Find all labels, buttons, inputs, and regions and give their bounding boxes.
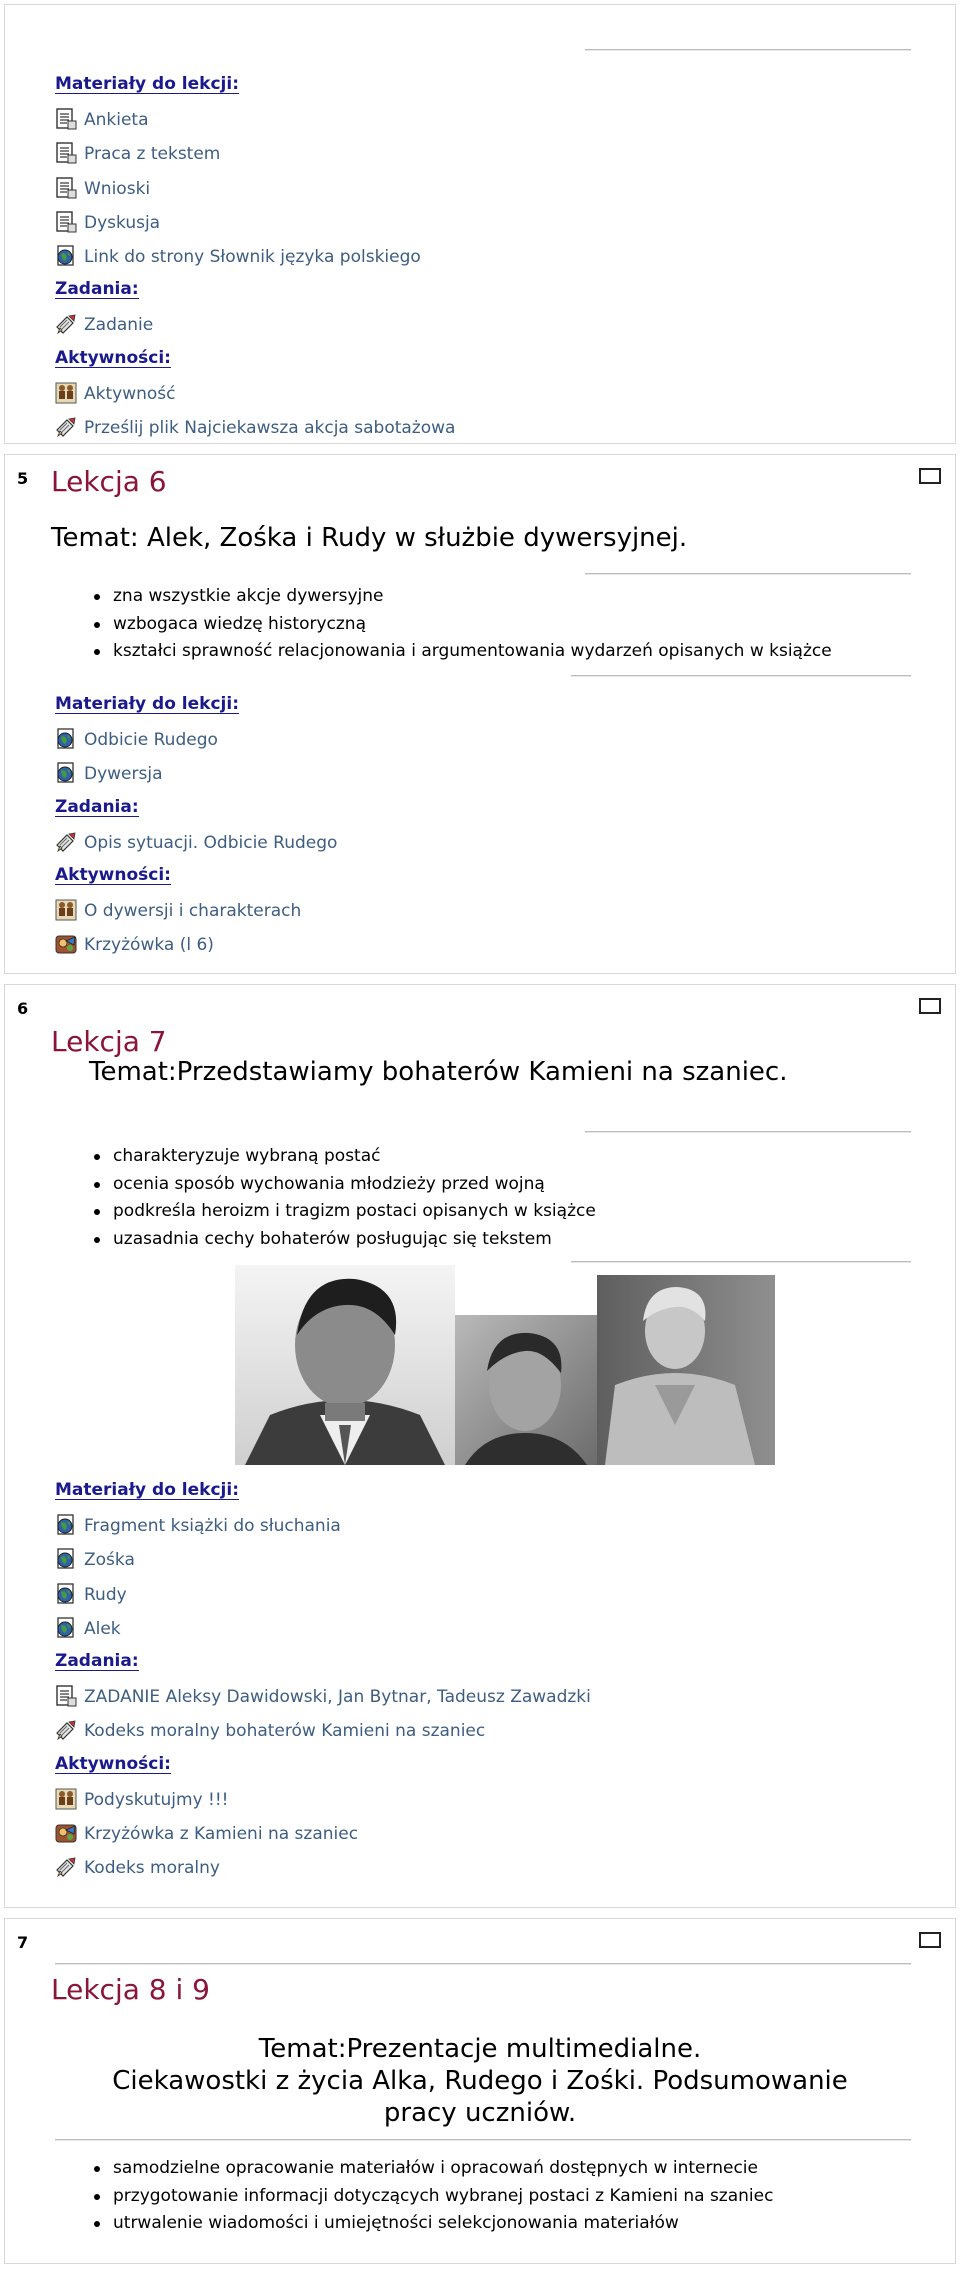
divider: [55, 2139, 911, 2141]
resource-link-label[interactable]: Odbicie Rudego: [84, 730, 218, 751]
group-header-label: Aktywności:: [55, 347, 171, 368]
divider: [585, 1131, 911, 1133]
globe-link-icon: [55, 1514, 77, 1536]
resource-link[interactable]: [55, 1781, 935, 1815]
crossword-icon: [55, 933, 77, 955]
resource-link-label[interactable]: Ankieta: [84, 110, 149, 131]
lesson-goals: [111, 583, 832, 666]
globe-link-icon: [55, 245, 77, 267]
group-header-label: Zadania:: [55, 796, 139, 817]
resource-link-label[interactable]: Krzyżówka (l 6): [84, 935, 214, 956]
section-7: [4, 1918, 956, 2264]
lesson-topic: Temat: Alek, Zośka i Rudy w służbie dywersyjnej.: [51, 523, 688, 553]
group-header-label: Zadania:: [55, 1650, 139, 1671]
section-6-resources: [55, 1473, 935, 1883]
lesson-title: Lekcja 6: [51, 465, 167, 498]
crossword-icon: [55, 1822, 77, 1844]
resource-link[interactable]: [55, 1610, 935, 1644]
goal-item: zna wszystkie akcje dywersyjne: [111, 583, 832, 611]
resource-link-label[interactable]: Podyskutujmy !!!: [84, 1789, 229, 1810]
people-icon: [55, 899, 77, 921]
lesson-goals: [111, 1143, 596, 1253]
resource-link-label[interactable]: Dywersja: [84, 764, 163, 785]
goal-item: wzbogaca wiedzę historyczną: [111, 611, 832, 639]
globe-link-icon: [55, 1617, 77, 1639]
people-icon: [55, 382, 77, 404]
group-header-label: Materiały do lekcji:: [55, 74, 239, 94]
document-icon: [55, 211, 77, 233]
section-number: 7: [17, 1933, 29, 1952]
goal-item: podkreśla heroizm i tragizm postaci opisanych w książce: [111, 1198, 596, 1226]
resource-link-label[interactable]: Zośka: [84, 1550, 135, 1571]
resource-group-header: [55, 272, 935, 306]
divider: [585, 49, 911, 51]
resource-group-header: [55, 1747, 935, 1781]
resource-link[interactable]: [55, 170, 935, 204]
divider: [571, 675, 911, 677]
highlight-checkbox[interactable]: [919, 1932, 941, 1948]
resource-group-header: [55, 1473, 935, 1507]
lesson-title: Lekcja 8 i 9: [51, 1973, 210, 2006]
photo-zoska: [597, 1275, 775, 1465]
group-header-label: Materiały do lekcji:: [55, 694, 239, 714]
assignment-icon: [55, 416, 77, 438]
resource-link[interactable]: [55, 926, 935, 960]
resource-link[interactable]: [55, 375, 935, 409]
resource-link[interactable]: [55, 1678, 935, 1712]
lesson-topic-line-3: pracy uczniów.: [383, 2098, 577, 2128]
document-icon: [55, 108, 77, 130]
section-5: [4, 454, 956, 974]
resource-group-header: [55, 1644, 935, 1678]
lesson-title: Lekcja 7: [51, 1025, 167, 1058]
resource-group-header: [55, 858, 935, 892]
resource-link-label[interactable]: O dywersji i charakterach: [84, 901, 302, 922]
resource-link-label[interactable]: Dyskusja: [84, 212, 161, 233]
assignment-icon: [55, 313, 77, 335]
lesson-topic-line-1: Temat:Prezentacje multimedialne.: [258, 2034, 702, 2064]
assignment-icon: [55, 1856, 77, 1878]
goal-item: charakteryzuje wybraną postać: [111, 1143, 596, 1171]
section-previous: [4, 4, 956, 444]
globe-link-icon: [55, 728, 77, 750]
people-icon: [55, 1788, 77, 1810]
resource-group-header: [55, 67, 935, 101]
resource-link-label[interactable]: Rudy: [84, 1584, 127, 1605]
resource-link-label[interactable]: Alek: [84, 1618, 121, 1639]
goal-item: utrwalenie wiadomości i umiejętności selekcjonowania materiałów: [111, 2210, 773, 2238]
section-5-resources: [55, 687, 935, 961]
resource-link-label[interactable]: Aktywność: [84, 383, 176, 404]
goal-item: przygotowanie informacji dotyczących wybranej postaci z Kamieni na szaniec: [111, 2183, 773, 2211]
resource-link[interactable]: [55, 238, 935, 272]
globe-link-icon: [55, 762, 77, 784]
resource-group-header: [55, 790, 935, 824]
section-6: [4, 984, 956, 1908]
divider: [571, 1261, 911, 1263]
section-number: 6: [17, 999, 29, 1018]
resource-link[interactable]: [55, 1849, 935, 1883]
resource-group-header: [55, 341, 935, 375]
resource-link[interactable]: [55, 824, 935, 858]
resource-group-header: [55, 687, 935, 721]
resource-link[interactable]: [55, 892, 935, 926]
resource-link[interactable]: [55, 1712, 935, 1746]
section-number: 5: [17, 469, 29, 488]
resource-link-label[interactable]: Wnioski: [84, 178, 151, 199]
goal-item: kształci sprawność relacjonowania i argumentowania wydarzeń opisanych w książce: [111, 638, 832, 666]
resource-link-label[interactable]: Link do strony Słownik języka polskiego: [84, 246, 421, 267]
resource-link-label[interactable]: Prześlij plik Najciekawsza akcja sabotażowa: [84, 417, 456, 438]
resource-link[interactable]: [55, 101, 935, 135]
heroes-photos: [235, 1265, 775, 1465]
resource-link[interactable]: [55, 135, 935, 169]
resource-link-label[interactable]: ZADANIE Aleksy Dawidowski, Jan Bytnar, Tadeusz Zawadzki: [84, 1687, 591, 1708]
document-icon: [55, 177, 77, 199]
resource-link[interactable]: [55, 755, 935, 789]
group-header-label: Zadania:: [55, 279, 139, 300]
resource-link[interactable]: [55, 1541, 935, 1575]
divider: [585, 573, 911, 575]
resource-link[interactable]: [55, 1815, 935, 1849]
document-icon: [55, 1685, 77, 1707]
divider: [55, 1963, 911, 1965]
resource-link-label[interactable]: Praca z tekstem: [84, 144, 221, 165]
resource-link-label[interactable]: Fragment książki do słuchania: [84, 1516, 341, 1537]
globe-link-icon: [55, 1548, 77, 1570]
assignment-icon: [55, 831, 77, 853]
resource-link-label[interactable]: Kodeks moralny bohaterów Kamieni na szaniec: [84, 1721, 486, 1742]
photo-rudy: [455, 1315, 597, 1465]
lesson-topic: Temat:Przedstawiamy bohaterów Kamieni na szaniec.: [89, 1057, 788, 1087]
resource-link-label[interactable]: Opis sytuacji. Odbicie Rudego: [84, 832, 338, 853]
resource-link[interactable]: [55, 721, 935, 755]
resource-link[interactable]: [55, 204, 935, 238]
globe-link-icon: [55, 1583, 77, 1605]
resource-link[interactable]: [55, 306, 935, 340]
resource-link[interactable]: [55, 1507, 935, 1541]
section-previous-resources: [55, 67, 935, 443]
resource-link[interactable]: [55, 409, 935, 443]
document-icon: [55, 142, 77, 164]
photo-alek: [235, 1265, 455, 1465]
goal-item: samodzielne opracowanie materiałów i opracowań dostępnych w internecie: [111, 2155, 773, 2183]
lesson-topic-line-2: Ciekawostki z życia Alka, Rudego i Zośki. Podsumowanie: [112, 2066, 848, 2096]
resource-link-label[interactable]: Krzyżówka z Kamieni na szaniec: [84, 1823, 359, 1844]
group-header-label: Materiały do lekcji:: [55, 1480, 239, 1500]
goal-item: ocenia sposób wychowania młodzieży przed wojną: [111, 1171, 596, 1199]
goal-item: uzasadnia cechy bohaterów posługując się tekstem: [111, 1226, 596, 1254]
assignment-icon: [55, 1719, 77, 1741]
resource-link-label[interactable]: Zadanie: [84, 315, 154, 336]
resource-link-label[interactable]: Kodeks moralny: [84, 1858, 220, 1879]
resource-link[interactable]: [55, 1576, 935, 1610]
highlight-checkbox[interactable]: [919, 468, 941, 484]
group-header-label: Aktywności:: [55, 1753, 171, 1774]
highlight-checkbox[interactable]: [919, 998, 941, 1014]
lesson-goals: [111, 2155, 773, 2238]
group-header-label: Aktywności:: [55, 864, 171, 885]
